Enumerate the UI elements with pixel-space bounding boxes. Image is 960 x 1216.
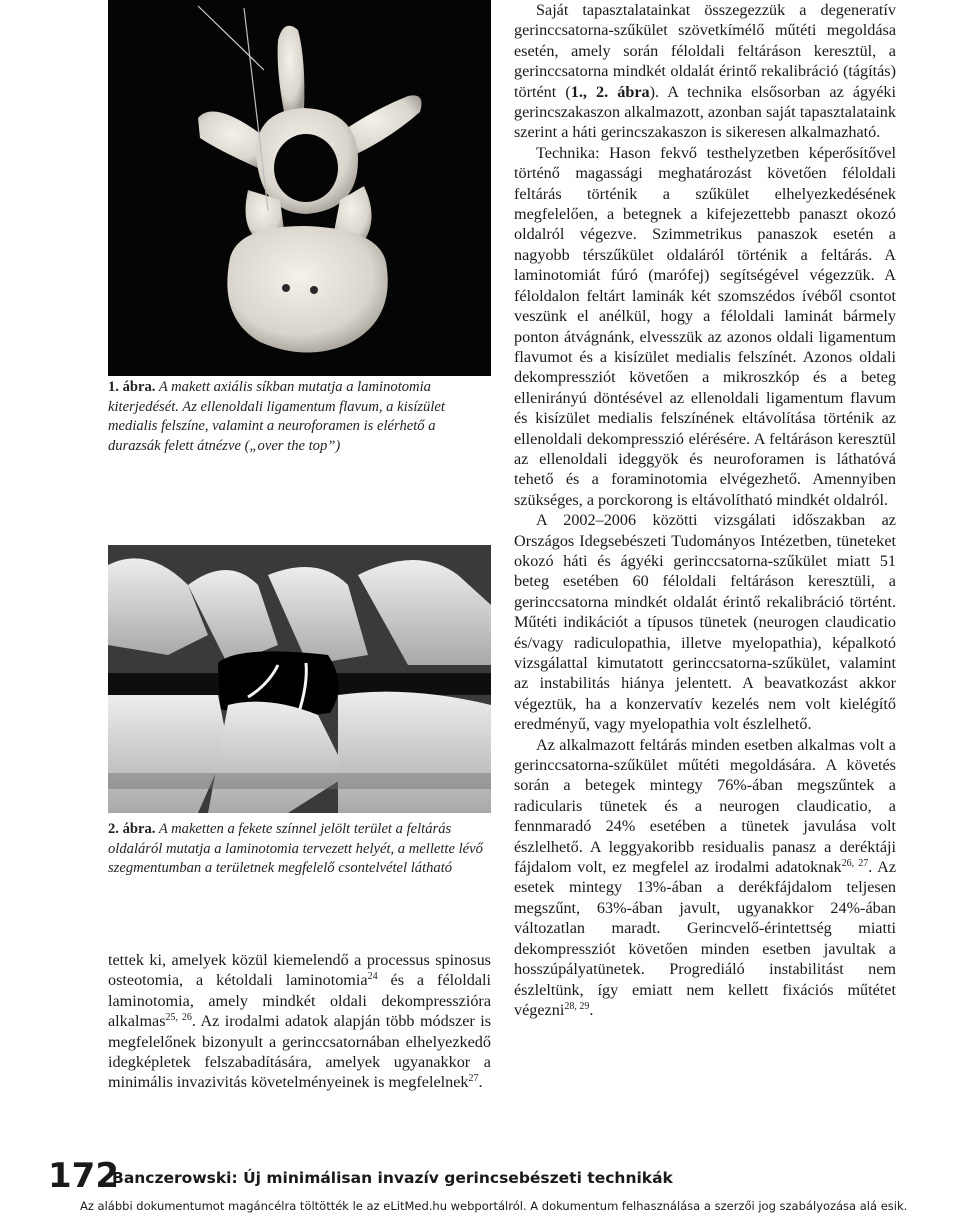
page-number: 172 (48, 1156, 119, 1196)
right-column (514, 0, 896, 1020)
left-paragraph (108, 950, 491, 1093)
figure-2-caption (108, 820, 491, 879)
text-run: Saját tapasztalatainkat összegezzük a degeneratív gerinccsatorna-szűkület szövetkímélő műtéti megoldása esetén, amely során féloldali feltáráson keresztül, a gerinccsatorna mindkét oldalát érintő rekalibráció (tágítás) történt ( (514, 1, 896, 101)
text-run: . Az irodalmi adatok alapján több módszer is megfelelőnek bizonyult a gerinccsatornában elhelyezkedő idegképletek felszabadítására, amelyek ugyanakkor a minimális invazivitás követelményeinek is megfelelnek (108, 1012, 491, 1092)
paragraph-study-period: A 2002–2006 közötti vizsgálati időszakban az Országos Idegsebészeti Tudományos Intézetben, tüneteket okozó háti és ágyéki gerinccsatorna-szűkület miatt 51 beteg esetében 60 féloldali feltáráson keresztüli, a gerinccsatorna mindkét oldalát érintő rekalibráció történt. Műtéti indikációt a típusos tünetek (neurogen claudicatio és/vagy radiculopathia, illetve myelopathia), képalkotó vizsgálattal kimutatott gerinccsatorna-szűkület, valamint az instabilitás hiánya jelentett. A beavatkozást akkor végeztük, ha a konzervatív kezelés nem volt kielégítő eredményű, vagy myelopathia volt észlelhető. (514, 511, 896, 734)
text-run: . (589, 1000, 594, 1019)
paragraph-results (514, 735, 896, 1021)
figure-2-label: 2. ábra. (108, 821, 156, 837)
figure-1-caption-text: A makett axiális síkban mutatja a laminotomia kiterjedését. Az ellenoldali ligamentum flavum, a kisízület medialis felszíne, valamint a neuroforamen is elérhető a durazsák felett átnézve („over the top”) (108, 379, 445, 454)
figure-1-caption (108, 378, 491, 456)
paragraph-technique: Technika: Hason fekvő testhelyzetben képerősítővel történő magassági meghatározást követően féloldali feltárás történik a szűkület elhelyezkedésének megfelelően, a betegnek a kifejezettebb panaszt okozó oldalról végezve. Szimmetrikus panaszok esetén a nagyobb térszűkület oldaláról történik a feltárás. A laminotomiát fúró (marófej) segítségével végezzük. A féloldalon feltárt laminák két szomszédos ívéből csontot veszünk el anélkül, hogy a féloldali laminát bármely ponton átvágnánk, elvesszük az azonos oldali ligamentum flavumot és a kisízület medialis felszínét. Azonos oldali dekompressziót követően a mikroszkóp és a beteg ellenirányú döntésével az ellenoldali ligamentum flavum és kisízület medialis felszínének eltávolítása történik az ellenoldali dekompresszió elérésére. A feltáráson keresztül az ellenoldali ideggyök és neuroforamen is láthatóvá tehető és a foraminotomia elvégezhető. Amennyiben szükséges, a porckorong is eltávolítható mindkét oldalról. (514, 143, 896, 509)
reference-superscript: 27 (468, 1073, 479, 1085)
running-title: Banczerowski: Új minimálisan invazív gerincsebészeti technikák (112, 1169, 673, 1187)
left-column (108, 950, 491, 1093)
figure-1-label: 1. ábra. (108, 379, 156, 395)
reference-superscript: 24 (367, 971, 378, 983)
paragraph-experience (514, 0, 896, 143)
reference-superscript: 25, 26 (165, 1012, 192, 1024)
copyright-notice: Az alábbi dokumentumot magáncélra töltötték le az eLitMed.hu webportálról. A dokumentum felhasználása a szerzői jog szabályozása alá esik. (80, 1199, 908, 1213)
text-run: és a féloldali laminotomia, amely mindkét oldali dekompresszióra alkalmas (108, 971, 491, 1031)
text-run: ). A technika elsősorban az ágyéki gerincszakaszon alkalmazott, azonban saját tapasztalataink szerint a háti gerincszakaszon is sikeresen alkalmazható. (514, 82, 897, 142)
figure-2-image (108, 545, 491, 813)
figure-reference: 1., 2. ábra (570, 82, 650, 101)
text-run: Az alkalmazott feltárás minden esetben alkalmas volt a gerinccsatorna-szűkület műtéti megoldására. A követés során a betegek mintegy 76%-ában megszűntek a radicularis tünetek és a neurogen claudicatio, a fennmaradó 24% esetében a tünetek javulása volt észlelhető. A leggyakoribb residualis panasz a deréktáji fájdalom volt, ez megfelel az irodalmi adatoknak (514, 735, 896, 877)
figure-1-image (108, 0, 491, 376)
text-run: tettek ki, amelyek közül kiemelendő a processus spinosus osteotomia, a kétoldali laminotomia (108, 951, 491, 990)
text-run: . Az esetek mintegy 13%-ában a derékfájdalom teljesen megszűnt, 63%-ában javult, ugyanakkor 24%-ában változatlan maradt. Gerincvelő-érintettség miatti dekompressziót követően minden esetben javultak a hosszúpályatünetek. Progrediáló instabilitást nem észleltünk, így emiatt nem kellett fixációs műtétet végezni (514, 858, 897, 1019)
figure-2-caption-text: A maketten a fekete színnel jelölt terület a feltárás oldaláról mutatja a laminotomia tervezett helyét, a mellette lévő szegmentumban a területnek megfelelő csontelvétel látható (108, 821, 483, 877)
text-run: . (478, 1073, 483, 1092)
reference-superscript: 28, 29 (564, 1000, 590, 1012)
reference-superscript: 26, 27 (841, 858, 869, 870)
